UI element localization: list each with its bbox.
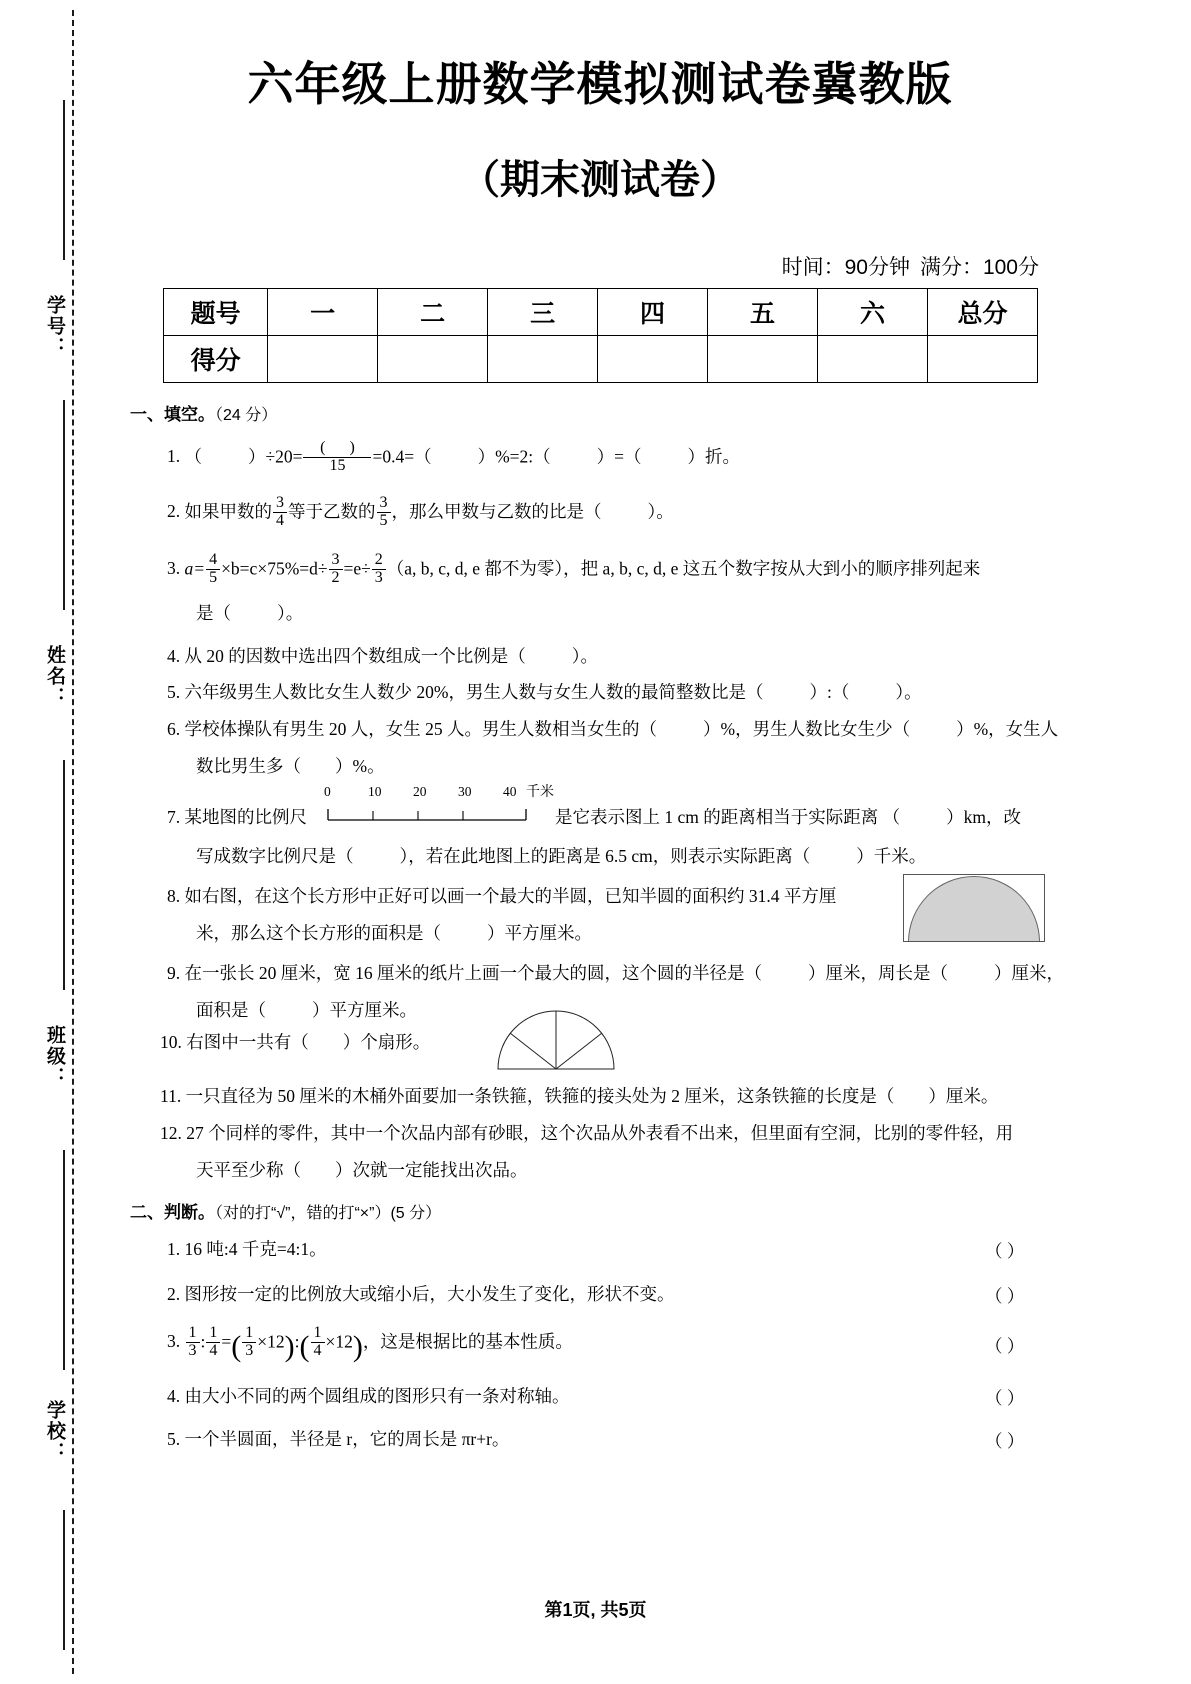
tf-item-4 [167, 1385, 570, 1409]
q8-line2-b: ）平方厘米。 [487, 923, 592, 943]
q9-text2: ）厘米，周长是（ [808, 963, 948, 983]
page-footer: 第1页, 共5页 [544, 1600, 647, 1620]
tf3-f1-den: 3 [186, 1342, 200, 1360]
q8-number: 8. [167, 886, 181, 906]
tf1-number: 1. [167, 1239, 181, 1259]
side-rule-3 [63, 760, 65, 990]
side-label-school: 学校： [44, 1400, 65, 1463]
tf3-paren-open-1: ( [231, 1329, 242, 1363]
q8-line2-a: 米，那么这个长方形的面积是（ [196, 923, 441, 943]
score-col-total: 总分 [927, 289, 1037, 336]
ruler-tick-20: 20 [413, 784, 427, 799]
score-col-3: 三 [488, 289, 598, 336]
tf3-fraction-2 [206, 1325, 220, 1360]
q1-b: ）÷20= [248, 446, 303, 467]
score-input-1[interactable] [268, 336, 378, 383]
q1-frac-denominator: 15 [303, 457, 371, 475]
side-rule-2 [63, 400, 65, 610]
q3-f2-den: 2 [329, 569, 343, 587]
tf3-f2-num: 1 [209, 1324, 218, 1341]
q3-f2-num: 3 [331, 551, 340, 568]
tf3-answer-box[interactable]: （ ） [985, 1336, 1025, 1356]
q6-text3: ）%，女生人 [956, 719, 1059, 739]
tf3-number: 3. [167, 1331, 181, 1352]
tf3-f2-den: 4 [206, 1342, 220, 1360]
question-9-line2 [196, 999, 417, 1023]
q3-f3-num: 2 [374, 551, 383, 568]
question-10 [160, 1031, 430, 1055]
question-7-line2 [196, 845, 926, 869]
tf5-answer-box[interactable]: （ ） [985, 1431, 1025, 1451]
full-score-label: 满分：100分 [919, 256, 1039, 279]
q2-t4: ）。 [647, 501, 674, 522]
score-table [163, 288, 1038, 383]
ruler-unit-label: 千米 [526, 785, 554, 800]
question-3 [167, 552, 980, 587]
tf3-paren-close-2: ) [352, 1329, 363, 1363]
section-2-heading [130, 1198, 441, 1223]
tf2-answer-box[interactable]: （ ） [985, 1286, 1025, 1306]
ruler-tick-10: 10 [368, 784, 382, 799]
q3-f1-num: 4 [209, 551, 218, 568]
q12-text: 27 个同样的零件，其中一个次品内部有砂眼，这个次品从外表看不出来，但里面有空洞，比别的零件轻，用 [186, 1123, 1014, 1143]
question-5 [167, 681, 922, 705]
tf3-fraction-1 [186, 1325, 200, 1360]
score-col-4: 四 [598, 289, 708, 336]
q12-line2-b: ）次就一定能找出次品。 [335, 1160, 528, 1180]
q1-a: （ [184, 446, 202, 467]
side-rule-4 [63, 1150, 65, 1370]
q2-t2: 等于乙数的 [288, 501, 376, 522]
score-input-2[interactable] [378, 336, 488, 383]
question-8-line2 [196, 922, 592, 946]
tf-item-2 [167, 1283, 675, 1307]
q2-f2-num: 3 [379, 494, 388, 511]
question-12 [160, 1122, 1013, 1146]
table-row-question-numbers [164, 289, 1038, 336]
question-12-line2 [196, 1159, 528, 1183]
q2-number: 2. [167, 501, 181, 522]
q10-text2: ）个扇形。 [342, 1032, 431, 1052]
tf3-fraction-3 [242, 1325, 256, 1360]
q5-number: 5. [167, 682, 181, 702]
score-input-6[interactable] [818, 336, 928, 383]
q3-f3-den: 3 [372, 569, 386, 587]
tf3-mul-1: ×12 [257, 1331, 285, 1352]
sector-figure [494, 1005, 618, 1071]
sector-graphic [494, 1005, 618, 1071]
tf1-answer-box[interactable]: （ ） [985, 1241, 1025, 1261]
table-row-scores [164, 336, 1038, 383]
tf3-f1-num: 1 [188, 1324, 197, 1341]
tf4-answer-box[interactable]: （ ） [985, 1388, 1025, 1408]
q1-frac-numerator-blank[interactable]: ( ) [320, 439, 355, 456]
binding-dashed-line [72, 10, 74, 1674]
q3-number: 3. [167, 558, 181, 579]
q6-line2-b: ）%。 [335, 756, 385, 776]
score-table-row-label-1: 题号 [164, 289, 268, 336]
score-col-5: 五 [708, 289, 818, 336]
q11-number: 11. [160, 1086, 182, 1106]
q1-fraction [303, 440, 371, 475]
side-label-name: 姓名： [44, 645, 65, 708]
q3-t1: a= [184, 558, 206, 579]
tf3-f3-num: 1 [245, 1324, 254, 1341]
side-rule-5 [63, 1510, 65, 1650]
tf2-number: 2. [167, 1284, 181, 1304]
q7-text3: ）km，改 [946, 807, 1022, 827]
tf3-text: ，这是根据比的基本性质。 [362, 1331, 573, 1352]
q2-f1-den: 4 [273, 512, 287, 530]
q3-fraction-3 [372, 552, 386, 587]
section-2-points: （对的打“√”，错的打“×”）(5 分） [215, 1205, 442, 1222]
page-title: 六年级上册数学模拟测试卷冀教版 [247, 58, 953, 110]
q10-number: 10. [160, 1032, 182, 1052]
q11-text2: ）厘米。 [928, 1086, 999, 1106]
tf3-f4-den: 4 [311, 1342, 325, 1360]
rectangle-semicircle-figure [903, 874, 1045, 942]
q12-number: 12. [160, 1123, 182, 1143]
semicircle-shape [908, 876, 1040, 942]
q7-number: 7. [167, 807, 181, 827]
q9-text: 在一张长 20 厘米，宽 16 厘米的纸片上画一个最大的圆，这个圆的半径是（ [184, 963, 762, 983]
tf3-fraction-4 [311, 1325, 325, 1360]
q7-text2: 是它表示图上 1 cm 的距离相当于实际距离 （ [555, 807, 901, 827]
tf1-text: 16 吨:4 千克=4:1。 [184, 1239, 327, 1259]
tf5-text: 一个半圆面，半径是 r，它的周长是 πr+r。 [184, 1429, 510, 1449]
tf-item-5 [167, 1428, 509, 1452]
q2-f1-num: 3 [276, 494, 284, 511]
q3-t2: ×b=c×75%=d÷ [221, 558, 328, 579]
score-col-1: 一 [268, 289, 378, 336]
q1-c: =0.4=（ [372, 446, 432, 467]
tf3-paren-close-1: ) [284, 1329, 295, 1363]
question-8 [167, 885, 836, 909]
score-input-4[interactable] [598, 336, 708, 383]
time-label: 时间：90分钟 [781, 256, 910, 279]
tf3-paren-open-2: ( [299, 1329, 310, 1363]
q6-line2-a: 数比男生多（ [196, 756, 301, 776]
q7-line2-c: ）千米。 [856, 846, 927, 866]
q2-f2-den: 5 [377, 512, 391, 530]
q5-text: 六年级男生人数比女生人数少 20%，男生人数与女生人数的最简整数比是（ [184, 682, 764, 702]
q4-text2: ）。 [571, 646, 598, 666]
score-col-2: 二 [378, 289, 488, 336]
q9-text3: ）厘米， [994, 963, 1064, 983]
tf4-number: 4. [167, 1386, 181, 1406]
ruler-graphic [327, 802, 567, 832]
q4-number: 4. [167, 646, 181, 666]
q7-line2-b: ），若在此地图上的距离是 6.5 cm，则表示实际距离（ [399, 846, 811, 866]
q2-fraction-1 [273, 495, 287, 530]
tf3-f3-den: 3 [242, 1342, 256, 1360]
scale-ruler-figure [324, 784, 567, 830]
q7-text: 某地图的比例尺 [184, 807, 307, 827]
q3-f1-den: 5 [206, 569, 220, 587]
q3-fraction-1 [206, 552, 220, 587]
tf3-f4-num: 1 [313, 1324, 322, 1341]
q12-line2-a: 天平至少称（ [196, 1160, 301, 1180]
ruler-tick-30: 30 [458, 784, 472, 799]
tf2-text: 图形按一定的比例放大或缩小后，大小发生了变化，形状不变。 [184, 1284, 675, 1304]
exam-meta [772, 251, 1039, 281]
section-1-title: 一、填空。 [130, 405, 215, 424]
section-2-title: 二、判断。 [130, 1203, 215, 1222]
q4-text: 从 20 的因数中选出四个数组成一个比例是（ [184, 646, 526, 666]
q2-t3: ，那么甲数与乙数的比是（ [391, 501, 602, 522]
q9-number: 9. [167, 963, 181, 983]
q3-line2-a: 是（ [196, 603, 231, 623]
q5-text3: ）。 [895, 682, 922, 702]
q10-text: 右图中一共有（ [186, 1032, 309, 1052]
q3-fraction-2 [329, 552, 343, 587]
question-7 [167, 806, 1021, 830]
tf3-mul-2: ×12 [325, 1331, 353, 1352]
question-2 [167, 495, 674, 530]
question-6 [167, 718, 1058, 742]
section-1-heading [130, 400, 277, 425]
q8-text: 如右图，在这个长方形中正好可以画一个最大的半圆，已知半圆的面积约 31.4 平方厘 [184, 886, 837, 906]
q2-fraction-2 [377, 495, 391, 530]
score-input-total[interactable] [927, 336, 1037, 383]
side-label-column [20, 0, 68, 1684]
q1-d: ）%=2:（ [477, 446, 551, 467]
q1-number: 1. [167, 446, 181, 467]
section-1-points: （24 分） [215, 407, 278, 424]
question-11 [160, 1085, 998, 1109]
question-3-line2 [196, 602, 303, 626]
q11-text: 一只直径为 50 厘米的木桶外面要加一条铁箍，铁箍的接头处为 2 厘米，这条铁箍的长度是（ [185, 1086, 895, 1106]
q3-t4: （a, b, c, d, e 都不为零），把 a, b, c, d, e 这五个数字按从大到小的顺序排列起来 [386, 558, 981, 579]
question-9 [167, 962, 1064, 986]
q9-line2-a: 面积是（ [196, 1000, 266, 1020]
ruler-tick-40: 40 [503, 784, 517, 799]
side-rule-1 [63, 100, 65, 260]
q6-text: 学校体操队有男生 20 人，女生 25 人。男生人数相当女生的（ [184, 719, 657, 739]
q2-t1: 如果甲数的 [184, 501, 272, 522]
q9-line2-b: ）平方厘米。 [312, 1000, 417, 1020]
tf5-number: 5. [167, 1429, 181, 1449]
tf-item-1 [167, 1238, 327, 1262]
tf4-text: 由大小不同的两个圆组成的图形只有一条对称轴。 [184, 1386, 570, 1406]
score-table-row-label-2: 得分 [164, 336, 268, 383]
side-label-student-id: 学号： [44, 295, 65, 358]
score-col-6: 六 [818, 289, 928, 336]
score-input-3[interactable] [488, 336, 598, 383]
question-4 [167, 645, 598, 669]
q7-line2-a: 写成数字比例尺是（ [196, 846, 354, 866]
question-1 [167, 440, 740, 475]
q6-text2: ）%，男生人数比女生少（ [703, 719, 911, 739]
q1-e: ）=（ [596, 446, 642, 467]
question-6-line2 [196, 755, 385, 779]
side-label-class: 班级： [44, 1025, 65, 1088]
q5-text2: ）:（ [809, 682, 850, 702]
score-input-5[interactable] [708, 336, 818, 383]
page-subtitle: （期末测试卷） [460, 158, 740, 202]
q1-f: ）折。 [687, 446, 741, 467]
q3-t3: =e÷ [343, 558, 371, 579]
ruler-tick-0: 0 [324, 784, 331, 799]
q3-line2-b: ）。 [277, 603, 304, 623]
q6-number: 6. [167, 719, 181, 739]
tf-item-3: 3. $\frac{1}{3}$ : $\frac{1}{4}$ =( $\frac{1}{3}$ ×12):( $\frac{1}{4}$ ×12)，这是根据比的基本性质。 [167, 1325, 573, 1367]
